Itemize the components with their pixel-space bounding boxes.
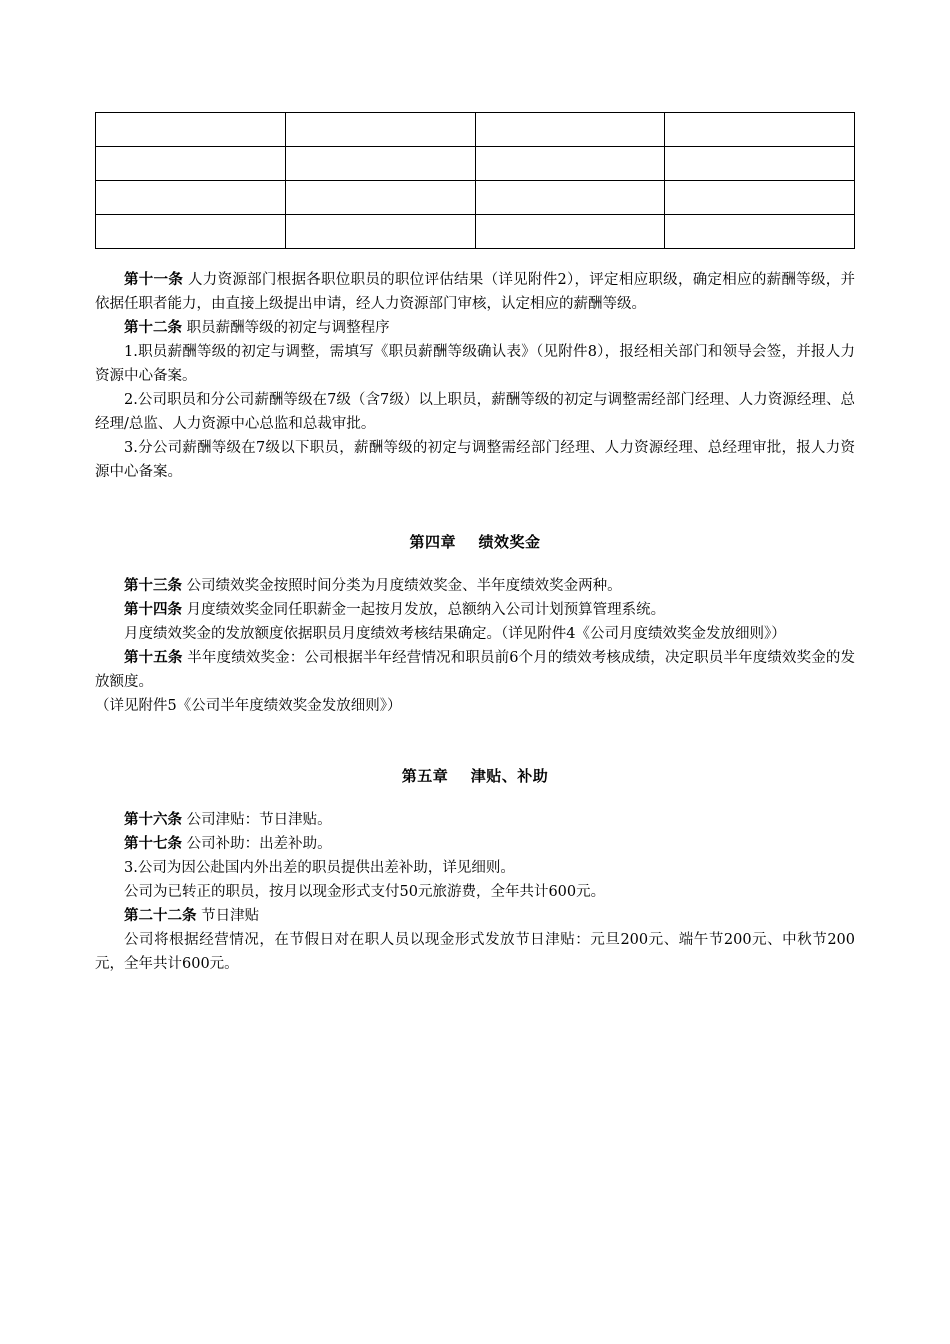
table-cell [475, 147, 665, 181]
article-16 [95, 808, 855, 832]
article-17-item-3: 3.公司为因公赴国内外出差的职员提供出差补助，详见细则。 [124, 860, 515, 876]
article-16-text: 公司津贴：节日津贴。 [186, 812, 332, 828]
table-row [96, 113, 855, 147]
article-12-item-1: 1.职员薪酬等级的初定与调整，需填写《职员薪酬等级确认表》（见附件8），报经相关部门和领导会签，并报人力资源中心备案。 [95, 344, 855, 384]
chapter-4-title: 绩效奖金 [478, 533, 541, 551]
article-22-detail: 公司将根据经营情况，在节假日对在职人员以现金形式发放节日津贴：元旦200元、端午节200元、中秋节200元，全年共计600元。 [95, 932, 855, 972]
article-14-detail: 月度绩效奖金的发放额度依据职员月度绩效考核结果确定。（详见附件4《公司月度绩效奖金发放细则》） [124, 626, 786, 642]
table-cell [285, 181, 475, 215]
chapter-5-number: 第五章 [401, 767, 449, 785]
table-cell [96, 215, 286, 249]
spacer [95, 718, 855, 742]
article-12 [95, 316, 855, 340]
blank-table-body [96, 113, 855, 249]
article-12-label: 第十二条 [124, 319, 182, 336]
article-15-label: 第十五条 [124, 649, 183, 666]
article-14-label: 第十四条 [124, 601, 182, 618]
article-13 [95, 574, 855, 598]
article-17-travel: 公司为已转正的职员，按月以现金形式支付50元旅游费，全年共计600元。 [124, 884, 606, 900]
article-11-text: 人力资源部门根据各职位职员的职位评估结果（详见附件2），评定相应职级，确定相应的薪酬等级，并依据任职者能力，由直接上级提出申请，经人力资源部门审核，认定相应的薪酬等级。 [95, 272, 856, 312]
article-15-note: （详见附件5《公司半年度绩效奖金发放细则》） [95, 698, 402, 714]
article-15-text: 半年度绩效奖金：公司根据半年经营情况和职员前6个月的绩效考核成绩，决定职员半年度绩效奖金的发放额度。 [95, 650, 856, 690]
table-row [96, 147, 855, 181]
article-14 [95, 598, 855, 622]
table-cell [475, 113, 665, 147]
article-12-item-2: 2.公司职员和分公司薪酬等级在7级（含7级）以上职员，薪酬等级的初定与调整需经部门经理、人力资源经理、总经理/总监、人力资源中心总监和总裁审批。 [95, 392, 855, 432]
article-15 [95, 646, 855, 694]
article-17-label: 第十七条 [124, 835, 182, 852]
article-22-text: 节日津贴 [201, 908, 260, 924]
chapter-5-title: 津贴、补助 [470, 767, 549, 785]
table-cell [285, 147, 475, 181]
chapter-4-heading [95, 530, 855, 554]
article-12-item-3: 3.分公司薪酬等级在7级以下职员，薪酬等级的初定与调整需经部门经理、人力资源经理、总经理审批，报人力资源中心备案。 [95, 440, 855, 480]
article-16-label: 第十六条 [124, 811, 182, 828]
table-cell [96, 181, 286, 215]
table-cell [475, 215, 665, 249]
spacer [95, 484, 855, 508]
article-13-text: 公司绩效奖金按照时间分类为月度绩效奖金、半年度绩效奖金两种。 [186, 578, 622, 594]
table-cell [96, 113, 286, 147]
blank-table [95, 112, 855, 249]
chapter-5-heading [95, 764, 855, 788]
table-cell [285, 215, 475, 249]
table-cell [96, 147, 286, 181]
table-row [96, 181, 855, 215]
article-22 [95, 904, 855, 928]
table-cell [665, 215, 855, 249]
article-14-text: 月度绩效奖金同任职薪金一起按月发放，总额纳入公司计划预算管理系统。 [186, 602, 666, 618]
document-body [95, 268, 855, 976]
article-13-label: 第十三条 [124, 577, 182, 594]
chapter-4-number: 第四章 [409, 533, 456, 551]
table-cell [665, 181, 855, 215]
article-12-text: 职员薪酬等级的初定与调整程序 [186, 320, 390, 336]
article-11 [95, 268, 855, 316]
article-17 [95, 832, 855, 856]
table-cell [475, 181, 665, 215]
table-row [96, 215, 855, 249]
table-cell [665, 147, 855, 181]
table-cell [285, 113, 475, 147]
article-17-text: 公司补助：出差补助。 [186, 836, 332, 852]
article-11-label: 第十一条 [124, 271, 184, 288]
article-22-label: 第二十二条 [124, 907, 197, 924]
table-cell [665, 113, 855, 147]
